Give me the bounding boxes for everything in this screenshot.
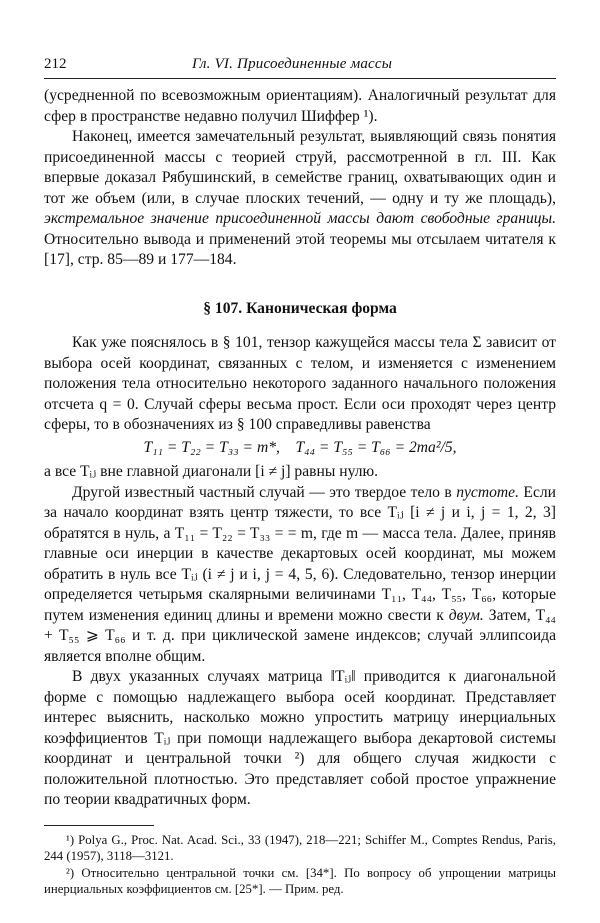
footnote-rule [44,825,154,826]
paragraph-5-text-b: Если за начало координат взять центр тяжести, то все Tᵢⱼ [i ≠ j и i, j = 1, 2, 3] обратятся в нуль, а T₁₁ = T₂₂ = T₃₃ = = m, где m — масса тела. Далее, приняв главные оси инерции в качестве декартовых осей координат, мы можем обратить в нуль все Tᵢⱼ (i ≠ j и i, j = 4, 5, 6). Следовательно, тензор инерции определяется четырьмя скалярными величинами T₁₁, T₄₄, T₅₅, T₆₆, которые путем изменения единиц длины и времени можно свести к [44,483,556,624]
paragraph-3: Как уже пояснялось в § 101, тензор кажущейся массы тела Σ зависит от выбора осей координат, связанных с телом, и изменяется с изменением положения тела относительно некоторого заданного начального положения отсчета q = 0. Случай сферы весьма прост. Если оси проходят через центр сферы, то в обозначениях из § 100 справедливы равенства [44,334,556,433]
paragraph-1: (усредненной по всевозможным ориентациям). Аналогичный результат для сфер в пространстве недавно получил Шиффер ¹). [44,87,556,125]
page-number: 212 [44,56,67,72]
paragraph-6: В двух указанных случаях матрица ‖Tᵢⱼ‖ приводится к диагональной форме с помощью надлежащего выбора осей координат. Представляет интерес выяснить, насколько можно упростить матрицу инерциальных коэффициентов Tᵢⱼ при помощи надлежащего выбора декартовой системы координат и центральной точки ²) для общего случая жидкости с положительной плотностью. Это представляет собой простое упражнение по теории квадратичных форм. [44,668,556,808]
equation-left: T₁₁ = T₂₂ = T₃₃ = m*, [143,438,280,456]
equation-sphere [44,438,556,459]
paragraph-2-text-a: Наконец, имеется замечательный результат, выявляющий связь понятия присоединенной массы с теорией струй, рассмотренной в гл. III. Как впервые доказал Рябушинский, в семействе границ, охватывающих один и тот же объем (или, в случае плоских течений, — одну и ту же площадь), [44,128,556,207]
paragraph-2-theorem: экстремальное значение присоединенной массы дают свободные границы. [44,210,556,227]
running-title: Гл. VI. Присоединенные массы [192,56,393,72]
paragraph-5-text-a: Другой известный частный случай — это твердое тело в [72,483,457,501]
footnote-2: ²) Относительно центральной точки см. [34*]. По вопросу об упрощении матрицы инерциальных коэффициентов см. [25*]. — Прим. ред. [44,865,556,896]
paragraph-5-text-c: Затем, T₄₄ + T₅₅ ⩾ T₆₆ и т. д. при циклической замене индексов; случай эллипсоида является вполне общим. [44,606,556,665]
paragraph-2-text-b: Относительно вывода и применений этой теоремы мы отсылаем читателя к [17], стр. 85—89 и 177—184. [44,230,556,268]
paragraph-5-two: двум. [448,606,484,624]
page-header [44,56,556,78]
paragraph-4: а все Tᵢⱼ вне главной диагонали [i ≠ j] равны нулю. [44,463,379,480]
page-body [44,86,556,898]
equation-right: T₄₄ = T₅₅ = T₆₆ = 2ma²/5, [295,438,457,456]
footnote-1: ¹) Polya G., Proc. Nat. Acad. Sci., 33 (1947), 218—221; Schiffer M., Comptes Rendus, Paris, 244 (1957), 3118—3121. [44,832,556,863]
paragraph-5 [44,483,556,668]
paragraph-5-vacuum: пустоте. [456,483,519,501]
paragraph-2 [44,127,556,271]
section-heading: § 107. Каноническая форма [203,299,397,317]
footnotes [44,832,556,898]
header-rule [44,78,556,79]
